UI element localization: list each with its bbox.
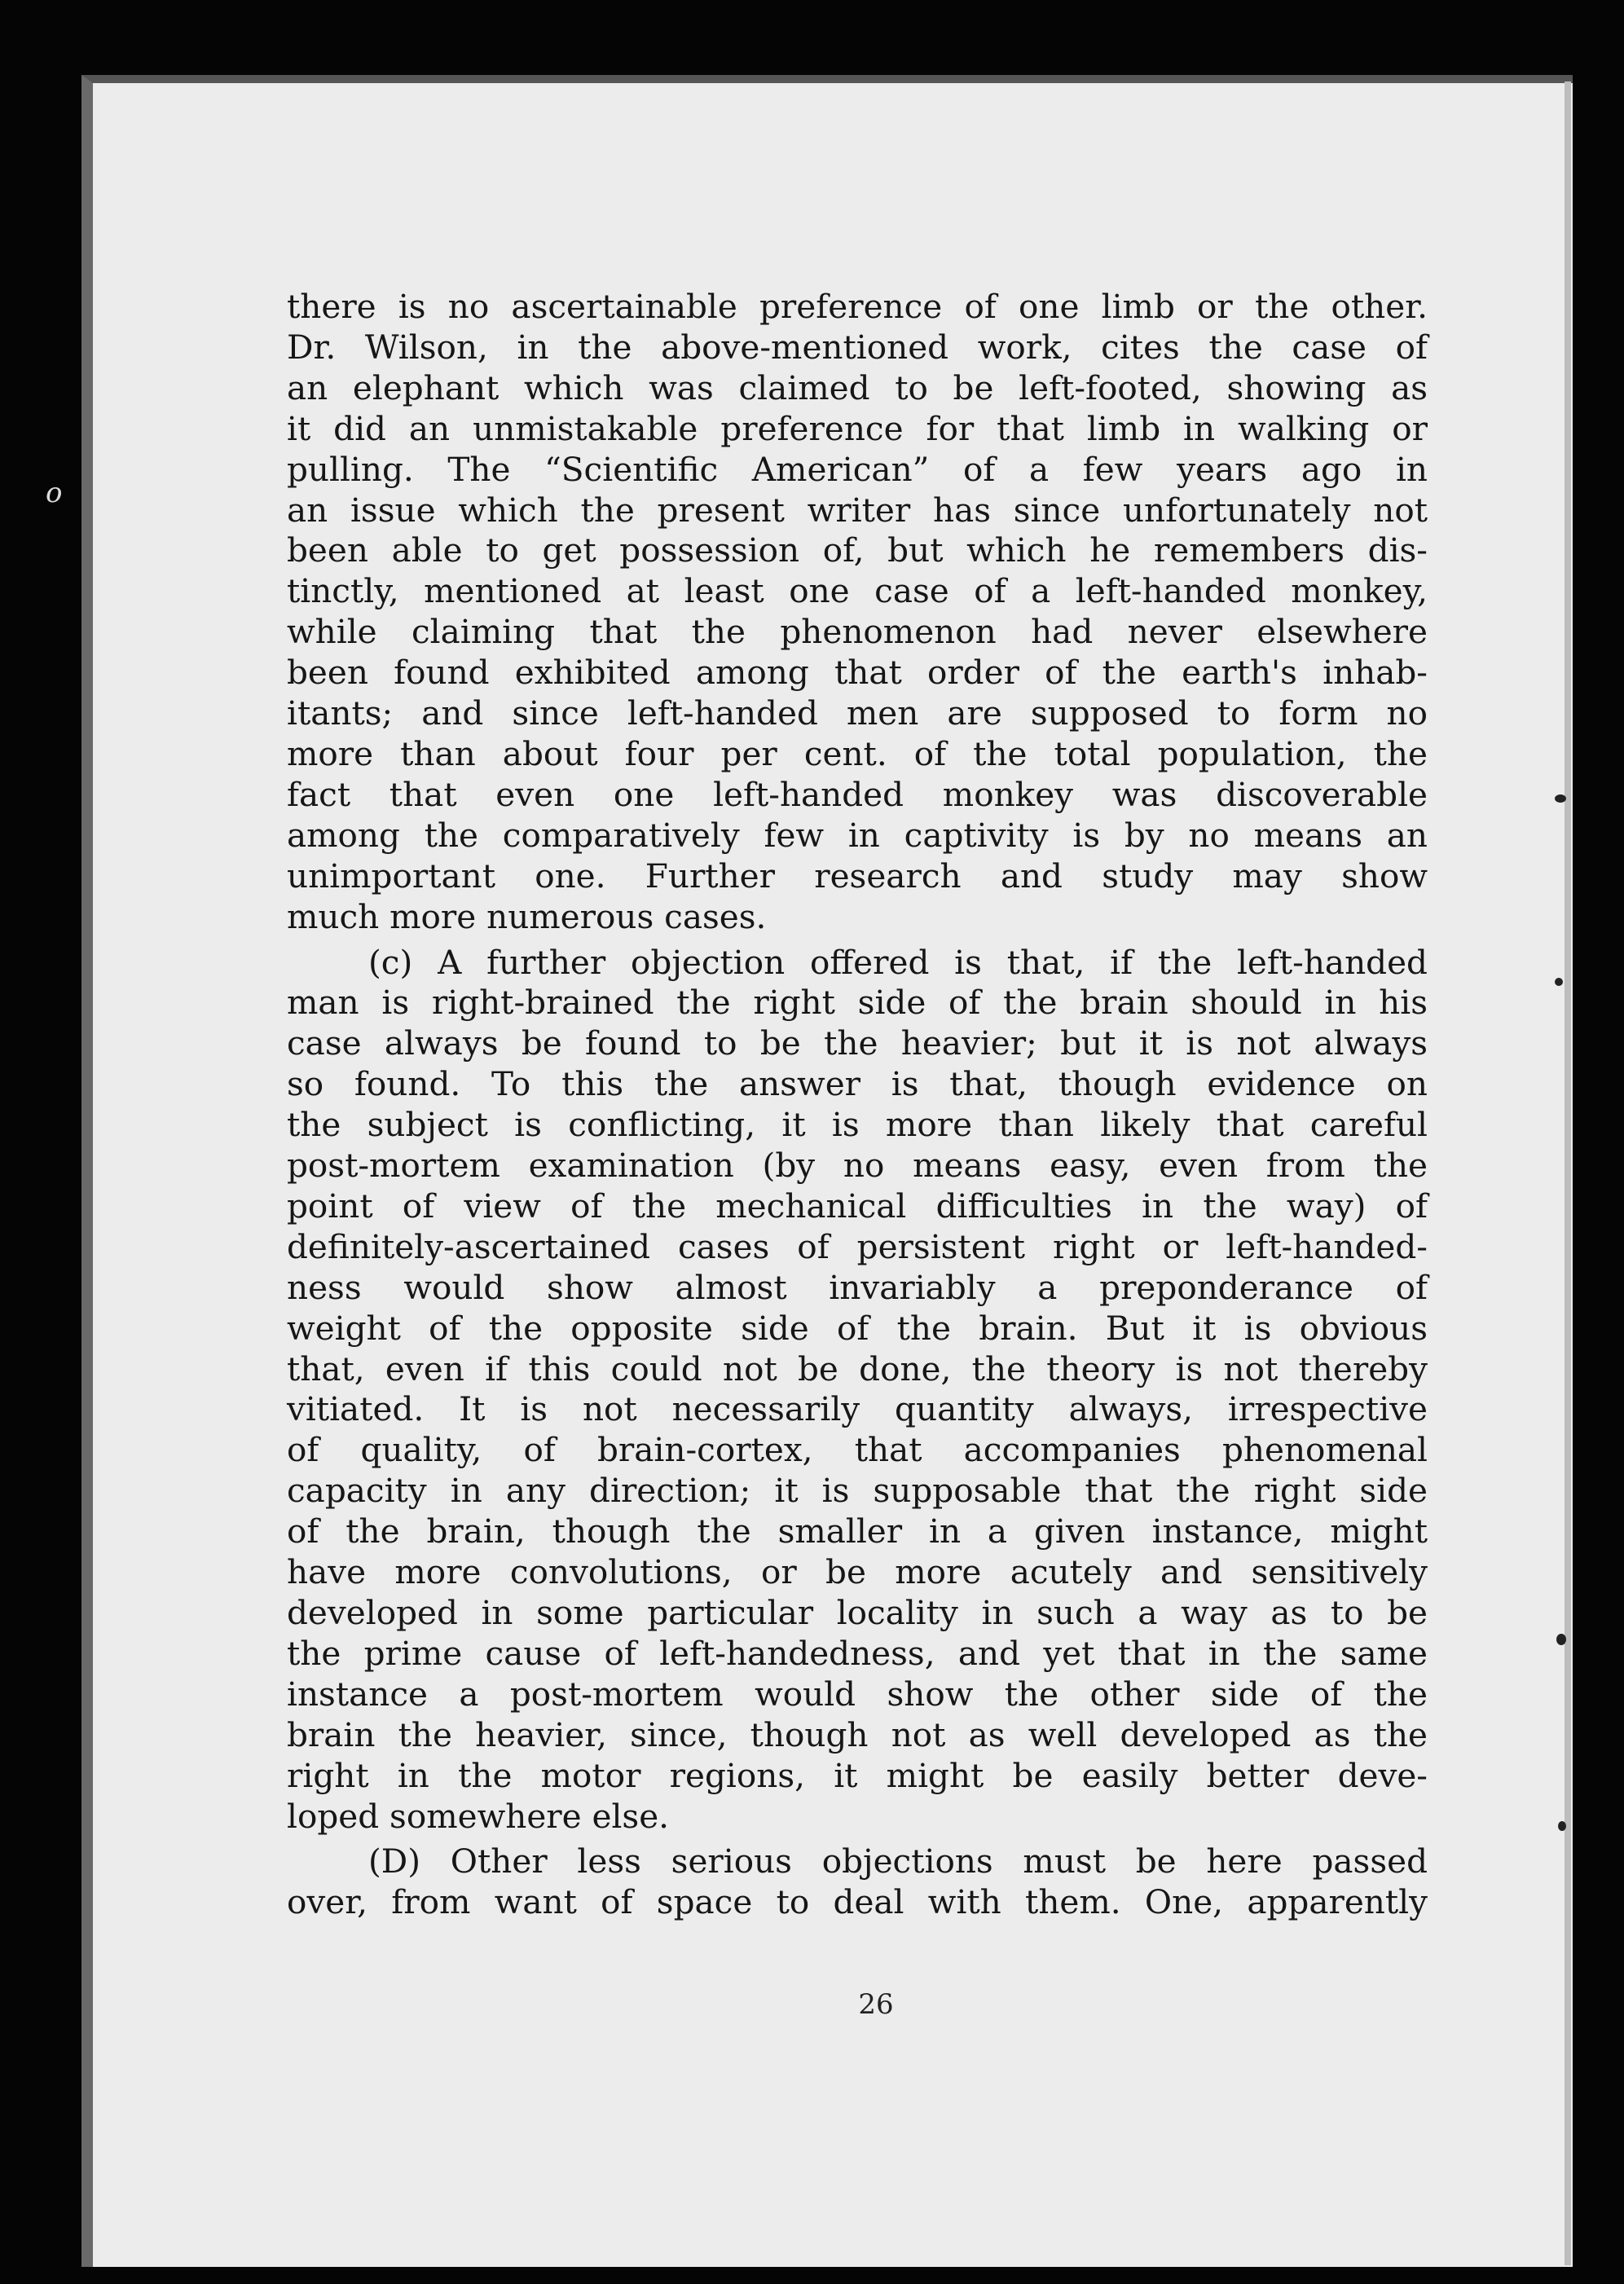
text-line: unimportant one. Further research and study may show [287,856,1428,896]
text-line: fact that even one left-handed monkey was discoverable [287,774,1428,814]
text-line: been able to get possession of, but which he remembers dis- [287,530,1428,570]
text-line: the prime cause of left-handedness, and yet that in the same [287,1633,1428,1673]
paragraph [287,287,1428,938]
text-line: been found exhibited among that order of the earth's inhab- [287,653,1428,693]
text-line: over, from want of space to deal with them. One, apparently [287,1882,1428,1922]
text-line: the subject is conflicting, it is more than likely that careful [287,1105,1428,1145]
page-number: 26 [858,1988,894,2021]
text-line: weight of the opposite side of the brain. But it is obvious [287,1308,1428,1348]
margin-speck [1556,1634,1566,1645]
text-line: pulling. The “Scientific American” of a few years ago in [287,449,1428,489]
text-line: of quality, of brain-cortex, that accompanies phenomenal [287,1430,1428,1470]
text-line: loped somewhere else. [287,1796,670,1836]
text-line: so found. To this the answer is that, though evidence on [287,1064,1428,1104]
text-line: developed in some particular locality in such a way as to be [287,1593,1428,1632]
text-line: Dr. Wilson, in the above-mentioned work, cites the case of [287,327,1428,367]
margin-speck [1555,978,1563,986]
text-line: itants; and since left-handed men are supposed to form no [287,693,1428,733]
text-line: capacity in any direction; it is supposable that the right side [287,1471,1428,1511]
text-line: brain the heavier, since, though not as well developed as the [287,1714,1428,1754]
text-line: (c) A further objection offered is that, if the left-handed [368,942,1428,982]
text-line: it did an unmistakable preference for that limb in walking or [287,408,1428,448]
body-text [287,287,1428,1923]
text-line: tinctly, mentioned at least one case of a left-handed monkey, [287,571,1428,611]
text-line: man is right-brained the right side of the brain should in his [287,983,1428,1023]
text-line: much more numerous cases. [287,896,767,936]
text-line: instance a post-mortem would show the other side of the [287,1674,1428,1714]
text-line: point of view of the mechanical difficulties in the way) of [287,1186,1428,1226]
text-line: of the brain, though the smaller in a given instance, might [287,1512,1428,1551]
text-line: right in the motor regions, it might be easily better deve- [287,1755,1428,1795]
paragraph [287,1842,1428,1923]
text-line: definitely-ascertained cases of persistent right or left-handed- [287,1226,1428,1266]
text-line: that, even if this could not be done, the theory is not thereby [287,1349,1428,1388]
text-line: post-mortem examination (by no means easy, even from the [287,1146,1428,1186]
text-line: case always be found to be the heavier; but it is not always [287,1023,1428,1063]
text-line: vitiated. It is not necessarily quantity always, irrespective [287,1389,1428,1429]
margin-speck: o [46,477,63,509]
text-line: ness would show almost invariably a preponderance of [287,1267,1428,1307]
text-line: while claiming that the phenomenon had never elsewhere [287,612,1428,652]
text-line: an elephant which was claimed to be left-footed, showing as [287,367,1428,407]
text-line: (D) Other less serious objections must be here passed [368,1842,1428,1881]
text-line: more than about four per cent. of the total population, the [287,733,1428,773]
margin-speck [1555,794,1566,803]
text-line: there is no ascertainable preference of one limb or the other. [287,287,1428,326]
page-edge [1565,81,1571,2265]
text-line: have more convolutions, or be more acutely and sensitively [287,1552,1428,1592]
text-line: among the comparatively few in captivity is by no means an [287,815,1428,855]
margin-speck [1558,1821,1566,1831]
text-line: an issue which the present writer has since unfortunately not [287,490,1428,530]
paragraph [287,943,1428,1837]
